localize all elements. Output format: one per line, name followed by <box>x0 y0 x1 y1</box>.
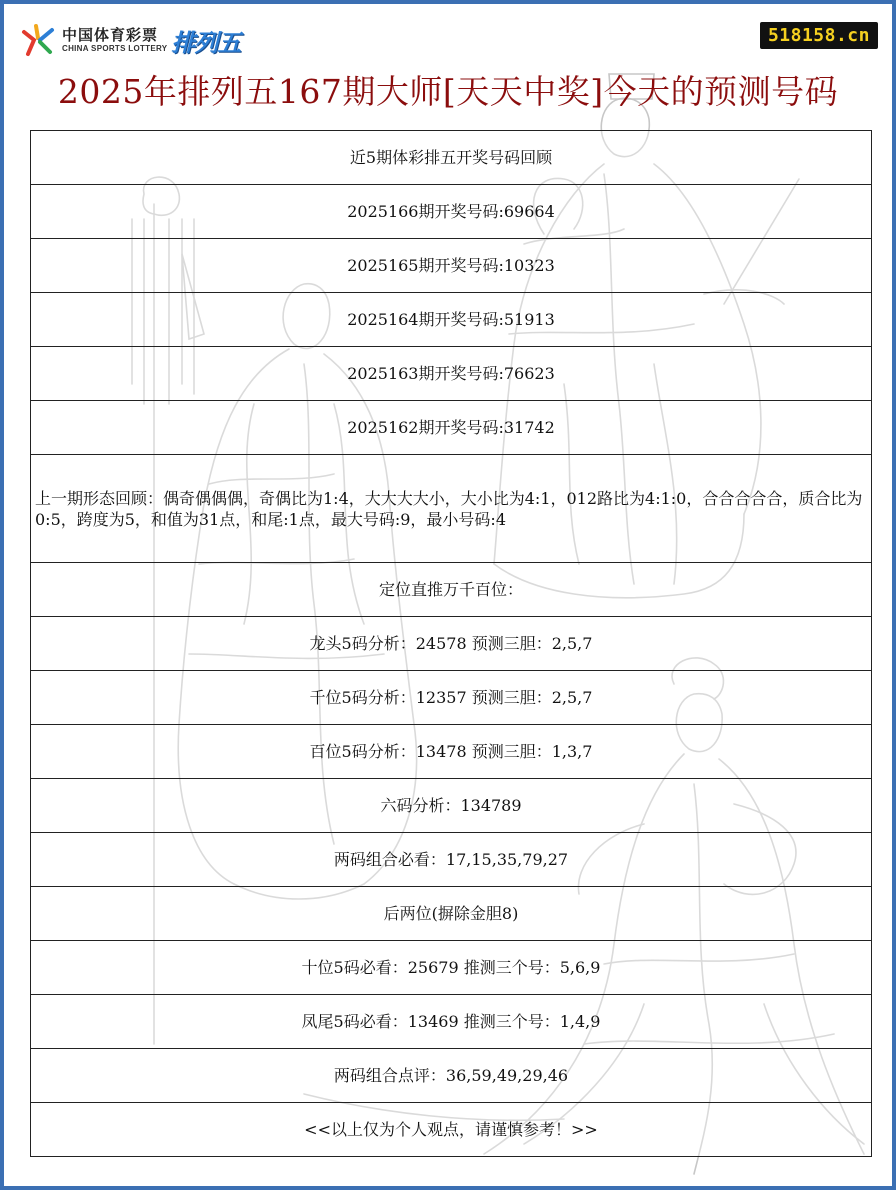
table-cell: 百位5码分析：13478 预测三胆：1,3,7 <box>31 725 872 779</box>
table-cell: 定位直推万千百位： <box>31 563 872 617</box>
table-cell: 凤尾5码必看：13469 推测三个号：1,4,9 <box>31 995 872 1049</box>
table-cell: 后两位(摒除金胆8) <box>31 887 872 941</box>
table-cell: 2025163期开奖号码:76623 <box>31 347 872 401</box>
table-cell: 2025165期开奖号码:10323 <box>31 239 872 293</box>
lottery-star-logo-icon <box>20 22 56 58</box>
logo-english-name: CHINA SPORTS LOTTERY <box>62 44 168 53</box>
table-row <box>31 455 872 563</box>
table-cell-disclaimer: <<以上仅为个人观点，请谨慎参考！>> <box>31 1103 872 1157</box>
table-cell: 千位5码分析：12357 预测三胆：2,5,7 <box>31 671 872 725</box>
header <box>4 4 892 64</box>
table-row <box>31 617 872 671</box>
logo-brand-name: 排列五 <box>171 28 241 57</box>
prediction-table <box>30 130 872 1157</box>
table-row <box>31 995 872 1049</box>
table-row <box>31 725 872 779</box>
logo-text-block <box>62 26 167 54</box>
table-cell: 2025162期开奖号码:31742 <box>31 401 872 455</box>
table-row <box>31 293 872 347</box>
table-row <box>31 347 872 401</box>
table-cell: 2025164期开奖号码:51913 <box>31 293 872 347</box>
table-row <box>31 1103 872 1157</box>
table-row <box>31 833 872 887</box>
table-cell: 两码组合必看：17,15,35,79,27 <box>31 833 872 887</box>
table-row <box>31 779 872 833</box>
table-row <box>31 131 872 185</box>
table-cell: 近5期体彩排五开奖号码回顾 <box>31 131 872 185</box>
page-title: 2025年排列五167期大师[天天中奖]今天的预测号码 <box>57 72 839 111</box>
table-cell-summary: 上一期形态回顾：偶奇偶偶偶，奇偶比为1:4，大大大大小，大小比为4:1，012路比为4:1:0，合合合合合，质合比为0:5，跨度为5，和值为31点，和尾:1点，最大号码:9，最小号码:4 <box>31 455 872 563</box>
table-row <box>31 887 872 941</box>
table-cell: 六码分析：134789 <box>31 779 872 833</box>
lottery-logo <box>20 20 280 60</box>
table-row <box>31 185 872 239</box>
table-cell: 十位5码必看：25679 推测三个号：5,6,9 <box>31 941 872 995</box>
table-row <box>31 941 872 995</box>
table-cell: 2025166期开奖号码:69664 <box>31 185 872 239</box>
table-row <box>31 401 872 455</box>
logo-chinese-name: 中国体育彩票 <box>62 26 159 44</box>
table-cell: 两码组合点评：36,59,49,29,46 <box>31 1049 872 1103</box>
table-cell: 龙头5码分析：24578 预测三胆：2,5,7 <box>31 617 872 671</box>
table-row <box>31 671 872 725</box>
table-row <box>31 1049 872 1103</box>
table-row <box>31 563 872 617</box>
table-row <box>31 239 872 293</box>
site-badge[interactable]: 518158.cn <box>760 22 878 49</box>
